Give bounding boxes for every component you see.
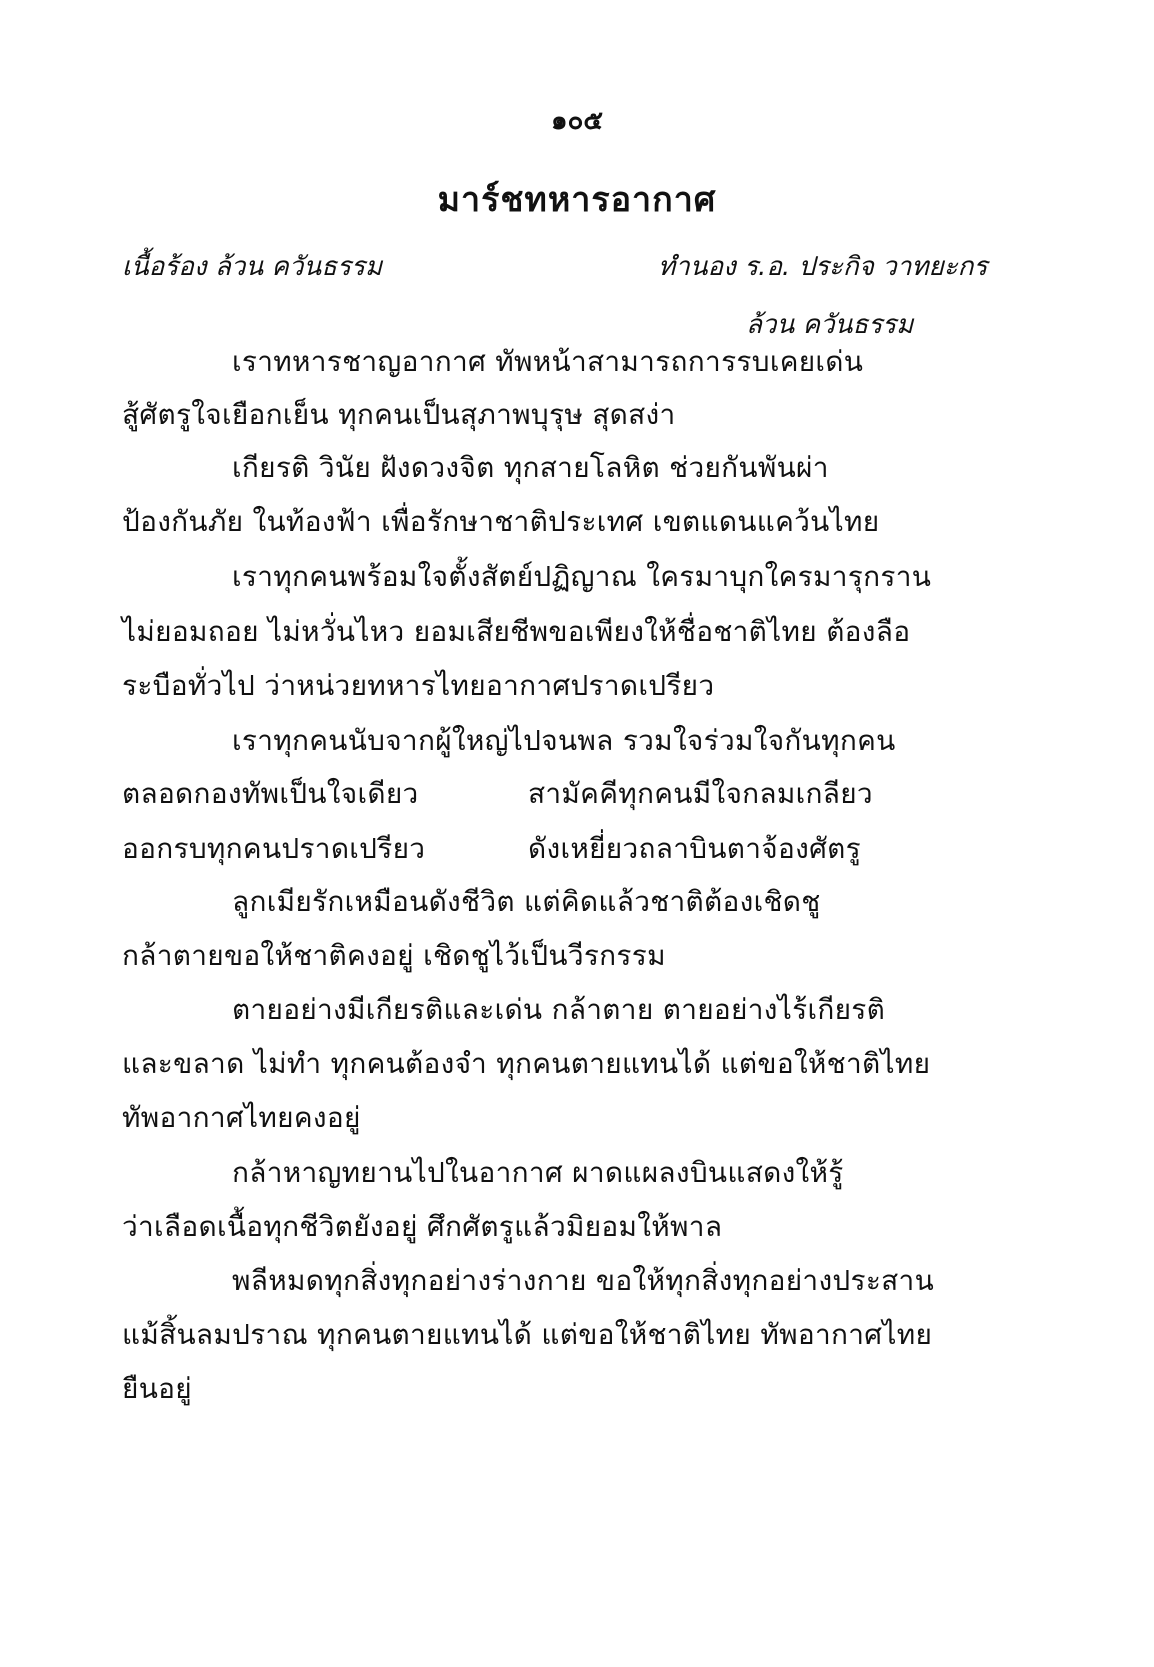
lyric-line: ตายอย่างมีเกียรติและเด่น กล้าตาย ตายอย่างไร้เกียรติ	[232, 993, 886, 1026]
lyric-line: และขลาด ไม่ทำ ทุกคนต้องจำ ทุกคนตายแทนได้ แต่ขอให้ชาติไทย	[122, 1047, 931, 1080]
lyric-line: เราทุกคนพร้อมใจตั้งสัตย์ปฏิญาณ ใครมาบุกใครมารุกราน	[232, 560, 932, 593]
melody-credit: ทำนอง ร.อ. ประกิจ วาทยะกร	[658, 252, 988, 282]
lyric-line: ทัพอากาศไทยคงอยู่	[122, 1101, 361, 1134]
lyric-line: กล้าหาญทยานไปในอากาศ ผาดแผลงบินแสดงให้รู้	[232, 1156, 844, 1189]
page-number: ๑๐๕	[550, 106, 604, 136]
lyric-line: ยืนอยู่	[122, 1372, 192, 1405]
song-title: มาร์ชทหารอากาศ	[437, 180, 717, 220]
lyric-line: กล้าตายขอให้ชาติคงอยู่ เชิดชูไว้เป็นวีรกรรม	[122, 939, 666, 972]
lyric-line: ระบือทั่วไป ว่าหน่วยทหารไทยอากาศปราดเปรียว	[122, 669, 715, 702]
lyric-line: ออกรบทุกคนปราดเปรียว	[122, 832, 426, 865]
lyrics-credit: เนื้อร้อง ล้วน ควันธรรม	[122, 252, 383, 282]
lyric-line: แม้สิ้นลมปราณ ทุกคนตายแทนได้ แต่ขอให้ชาติไทย ทัพอากาศไทย	[122, 1318, 933, 1351]
lyric-line: ดังเหยี่ยวถลาบินตาจ้องศัตรู	[528, 832, 861, 865]
lyric-line: ว่าเลือดเนื้อทุกชีวิตยังอยู่ ศึกศัตรูแล้วมิยอมให้พาล	[122, 1210, 723, 1243]
lyric-line: เราทุกคนนับจากผู้ใหญ่ไปจนพล รวมใจร่วมใจกันทุกคน	[232, 724, 896, 757]
lyric-line: สู้ศัตรูใจเยือกเย็น ทุกคนเป็นสุภาพบุรุษ สุดสง่า	[122, 398, 676, 431]
lyric-line: ตลอดกองทัพเป็นใจเดียว	[122, 777, 419, 810]
melody-credit-second-line: ล้วน ควันธรรม	[746, 310, 914, 340]
lyric-line: ไม่ยอมถอย ไม่หวั่นไหว ยอมเสียชีพขอเพียงให้ชื่อชาติไทย ต้องลือ	[122, 615, 911, 648]
lyric-line: ป้องกันภัย ในท้องฟ้า เพื่อรักษาชาติประเทศ เขตแดนแคว้นไทย	[122, 505, 880, 538]
lyric-line: เกียรติ วินัย ฝังดวงจิต ทุกสายโลหิต ช่วยกันพันผ่า	[232, 451, 829, 484]
lyric-line: สามัคคีทุกคนมีใจกลมเกลียว	[528, 777, 873, 810]
lyric-line: เราทหารชาญอากาศ ทัพหน้าสามารถการรบเคยเด่น	[232, 345, 864, 378]
lyric-line: ลูกเมียรักเหมือนดังชีวิต แต่คิดแล้วชาติต้องเชิดชู	[232, 885, 821, 918]
lyric-line: พลีหมดทุกสิ่งทุกอย่างร่างกาย ขอให้ทุกสิ่งทุกอย่างประสาน	[232, 1264, 935, 1297]
